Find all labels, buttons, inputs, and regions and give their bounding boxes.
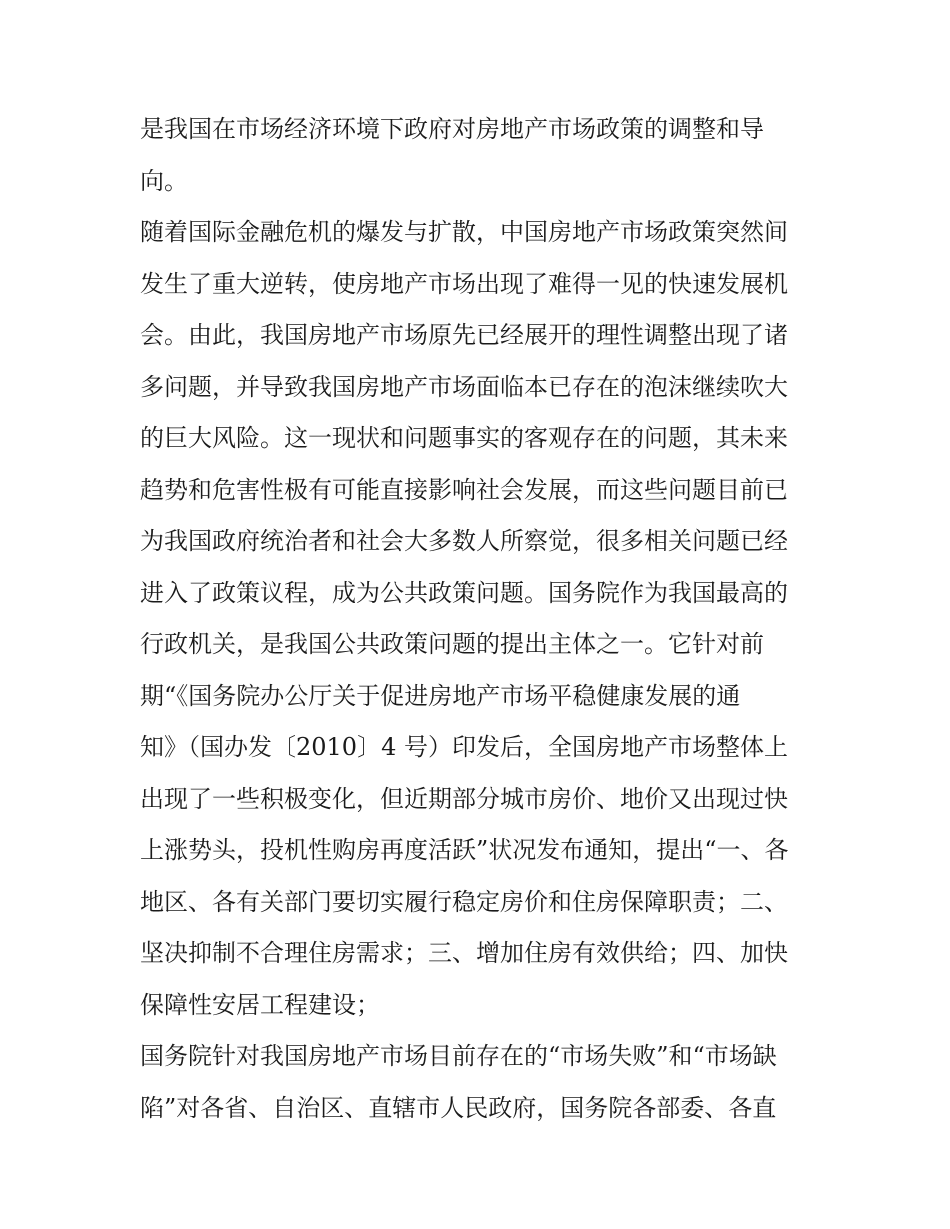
text-line: 地区、各有关部门要切实履行稳定房价和住房保障职责；二、 [140,887,788,916]
text-line: 为我国政府统治者和社会大多数人所察觉，很多相关问题已经 [140,527,788,555]
text-line: 趋势和危害性极有可能直接影响社会发展，而这些问题目前已 [140,475,788,504]
text-line: 发生了重大逆转，使房地产市场出现了难得一见的快速发展机 [140,269,788,298]
text-line: 的巨大风险。这一现状和问题事实的客观存在的问题，其未来 [140,424,788,452]
text-line: 随着国际金融危机的爆发与扩散，中国房地产市场政策突然间 [140,218,788,246]
text-line: 知》（国办发〔2010〕4 号）印发后，全国房地产市场整体上 [140,733,788,761]
text-line: 出现了一些积极变化，但近期部分城市房价、地价又出现过快 [140,784,788,813]
text-line: 进入了政策议程，成为公共政策问题。国务院作为我国最高的 [140,578,788,607]
text-line: 向。 [140,166,188,195]
text-line: 陷”对各省、自治区、直辖市人民政府，国务院各部委、各直 [140,1093,777,1122]
text-line: 保障性安居工程建设； [140,990,380,1019]
text-line: 行政机关，是我国公共政策问题的提出主体之一。它针对前 [140,630,764,658]
text-line: 会。由此，我国房地产市场原先已经展开的理性调整出现了诸 [140,321,788,349]
text-line: 坚决抑制不合理住房需求；三、增加住房有效供给；四、加快 [140,939,788,967]
text-line: 是我国在市场经济环境下政府对房地产市场政策的调整和导 [140,115,764,143]
text-line: 期“《国务院办公厅关于促进房地产市场平稳健康发展的通 [140,681,741,710]
text-line: 多问题，并导致我国房地产市场面临本已存在的泡沫继续吹大 [140,372,788,401]
text-line: 国务院针对我国房地产市场目前存在的“市场失败”和“市场缺 [140,1042,777,1070]
document-body [140,104,820,1134]
text-line: 上涨势头，投机性购房再度活跃”状况发布通知，提出“一、各 [140,836,789,864]
